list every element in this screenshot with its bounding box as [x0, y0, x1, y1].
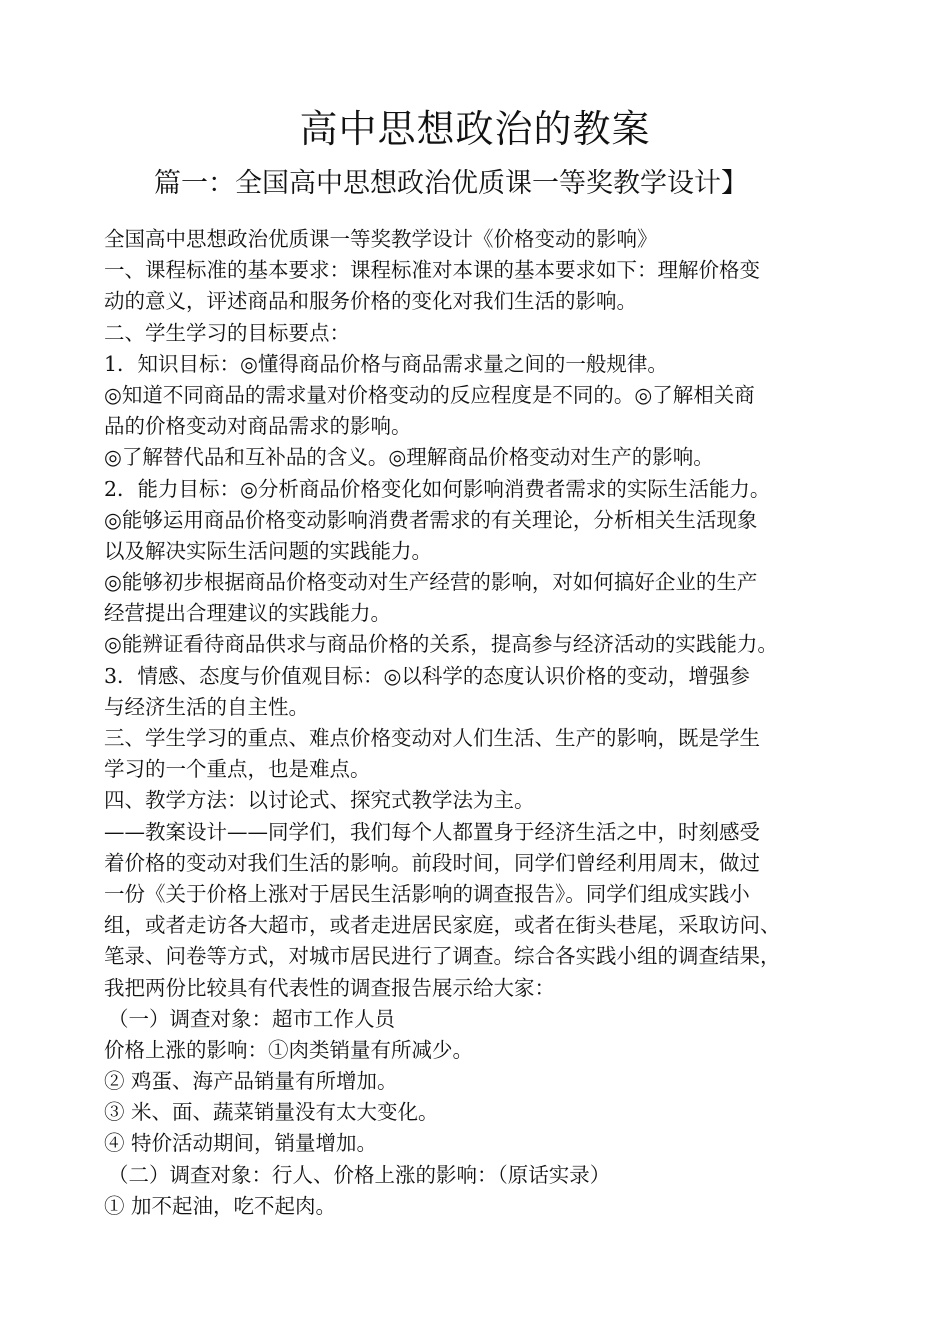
paragraph-line: ① 加不起油，吃不起肉。 — [104, 1193, 337, 1218]
paragraph-line: ——教案设计——同学们，我们每个人都置身于经济生活之中，时刻感受 — [104, 819, 760, 844]
paragraph-line: 一份《关于价格上涨对于居民生活影响的调查报告》。同学们组成实践小 — [104, 881, 750, 906]
paragraph-line: 笔录、问卷等方式，对城市居民进行了调查。综合各实践小组的调查结果， — [104, 944, 781, 969]
paragraph-line: 组，或者走访各大超市，或者走进居民家庭，或者在街头巷尾，采取访问、 — [104, 913, 781, 938]
paragraph-line: 3．情感、态度与价值观目标：◎以科学的态度认识价格的变动，增强参 — [104, 663, 750, 688]
paragraph-line: ③ 米、面、蔬菜销量没有太大变化。 — [104, 1100, 439, 1125]
document-body — [104, 224, 874, 1222]
paragraph-line: 一、课程标准的基本要求：课程标准对本课的基本要求如下：理解价格变 — [104, 258, 760, 283]
paragraph-line: 四、教学方法：以讨论式、探究式教学法为主。 — [104, 788, 535, 813]
paragraph-line: 着价格的变动对我们生活的影响。前段时间，同学们曾经利用周末，做过 — [104, 850, 760, 875]
paragraph-line: 二、学生学习的目标要点： — [104, 320, 350, 345]
paragraph-line: ◎了解替代品和互补品的含义。◎理解商品价格变动对生产的影响。 — [104, 445, 714, 470]
paragraph-line: 价格上涨的影响：①肉类销量有所减少。 — [104, 1037, 473, 1062]
paragraph-line: ◎能辨证看待商品供求与商品价格的关系，提高参与经济活动的实践能力。 — [104, 632, 778, 657]
paragraph-line: 以及解决实际生活问题的实践能力。 — [104, 538, 432, 563]
paragraph-line: ◎知道不同商品的需求量对价格变动的反应程度是不同的。◎了解相关商 — [104, 382, 755, 407]
paragraph-line: 经营提出合理建议的实践能力。 — [104, 601, 391, 626]
paragraph-line: （一）调查对象：超市工作人员 — [108, 1006, 395, 1031]
paragraph-line: 学习的一个重点，也是难点。 — [104, 757, 371, 782]
paragraph-line: 三、学生学习的重点、难点价格变动对人们生活、生产的影响，既是学生 — [104, 726, 760, 750]
paragraph-line: 1．知识目标：◎懂得商品价格与商品需求量之间的一般规律。 — [104, 351, 668, 376]
paragraph-line: ◎能够运用商品价格变动影响消费者需求的有关理论，分析相关生活现象 — [104, 507, 758, 532]
paragraph-line: ② 鸡蛋、海产品销量有所增加。 — [104, 1069, 398, 1094]
paragraph-line: 我把两份比较具有代表性的调查报告展示给大家： — [104, 975, 555, 1000]
paragraph-line: 与经济生活的自主性。 — [104, 694, 309, 719]
paragraph-line: ◎能够初步根据商品价格变动对生产经营的影响，对如何搞好企业的生产 — [104, 570, 758, 595]
paragraph-line: 2．能力目标：◎分析商品价格变化如何影响消费者需求的实际生活能力。 — [104, 476, 771, 501]
paragraph-line: 品的价格变动对商品需求的影响。 — [104, 414, 412, 439]
document-subtitle: 篇一：全国高中思想政治优质课一等奖教学设计】 — [154, 168, 748, 199]
paragraph-line: ④ 特价活动期间，销量增加。 — [104, 1131, 378, 1156]
paragraph-line: （二）调查对象：行人、价格上涨的影响：（原话实录） — [108, 1162, 611, 1187]
paragraph-line: 动的意义，评述商品和服务价格的变化对我们生活的影响。 — [104, 289, 637, 314]
paragraph-line: 全国高中思想政治优质课一等奖教学设计《价格变动的影响》 — [104, 227, 658, 251]
document-title: 高中思想政治的教案 — [299, 107, 651, 151]
